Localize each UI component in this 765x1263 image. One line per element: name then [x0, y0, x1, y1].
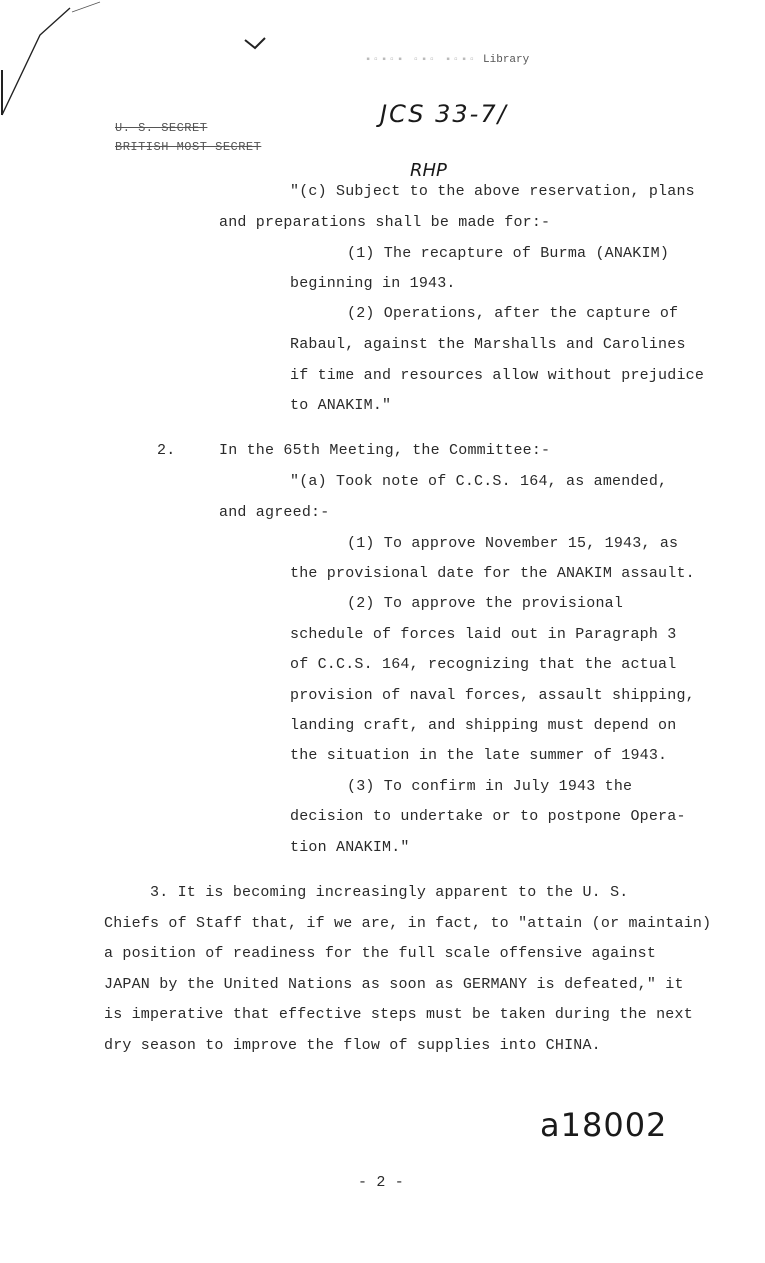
body-line: In the 65th Meeting, the Committee:-	[219, 442, 551, 459]
classification-british: BRITISH MOST SECRET	[115, 140, 262, 154]
body-line: (1) The recapture of Burma (ANAKIM)	[347, 245, 670, 262]
body-line: Chiefs of Staff that, if we are, in fact, to "attain (or maintain)	[104, 915, 712, 932]
body-line: and agreed:-	[219, 504, 330, 521]
body-line: (2) To approve the provisional	[347, 595, 624, 612]
body-line: tion ANAKIM."	[290, 839, 410, 856]
classification-us: U. S. SECRET	[115, 121, 208, 135]
body-line: the provisional date for the ANAKIM assault.	[290, 565, 695, 582]
body-line: to ANAKIM."	[290, 397, 392, 414]
scan-edge-mark	[0, 0, 110, 130]
paragraph-number: 2.	[157, 442, 176, 459]
page-number: - 2 -	[358, 1174, 405, 1191]
body-line: schedule of forces laid out in Paragraph 3	[290, 626, 677, 643]
body-line: decision to undertake or to postpone Opera-	[290, 808, 686, 825]
body-line: a position of readiness for the full scale offensive against	[104, 945, 657, 962]
body-line: 3. It is becoming increasingly apparent to the U. S.	[150, 884, 629, 901]
body-line: of C.C.S. 164, recognizing that the actual	[290, 656, 677, 673]
library-stamp: ▪▫▪▫▪ ▫▪▫ ▪▫▪▫ Library	[365, 54, 530, 66]
handwritten-reference: JCS 33-7/	[380, 100, 508, 128]
body-line: "(c) Subject to the above reservation, plans	[290, 183, 695, 200]
body-line: (1) To approve November 15, 1943, as	[347, 535, 679, 552]
library-stamp-text: Library	[483, 54, 530, 66]
body-line: Rabaul, against the Marshalls and Carolines	[290, 336, 686, 353]
body-line: beginning in 1943.	[290, 275, 456, 292]
handwritten-initials: RHP	[410, 160, 447, 181]
body-line: dry season to improve the flow of supplies into CHINA.	[104, 1037, 601, 1054]
body-line: "(a) Took note of C.C.S. 164, as amended,	[290, 473, 668, 490]
body-line: if time and resources allow without prejudice	[290, 367, 705, 384]
checkmark-icon	[243, 36, 267, 52]
body-line: (2) Operations, after the capture of	[347, 305, 679, 322]
body-line: landing craft, and shipping must depend on	[290, 717, 677, 734]
body-line: JAPAN by the United Nations as soon as GERMANY is defeated," it	[104, 976, 684, 993]
body-line: (3) To confirm in July 1943 the	[347, 778, 633, 795]
body-line: the situation in the late summer of 1943.	[290, 747, 668, 764]
body-line: and preparations shall be made for:-	[219, 214, 551, 231]
handwritten-document-number: a18002	[540, 1106, 668, 1144]
body-line: is imperative that effective steps must be taken during the next	[104, 1006, 693, 1023]
body-line: provision of naval forces, assault shipping,	[290, 687, 695, 704]
